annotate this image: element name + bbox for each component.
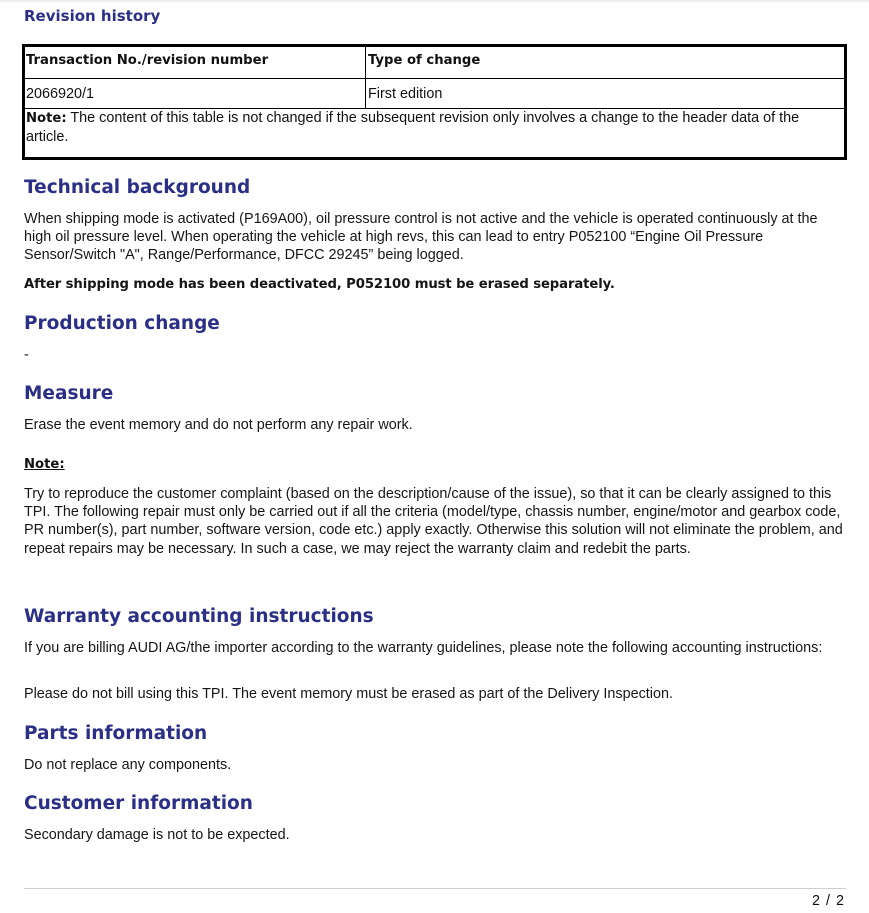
technical-background-text: When shipping mode is activated (P169A00), oil pressure control is not active and the vehicle is operated continuously at the high oil pressure level. When operating the vehicle at high revs, this can lead to entry P052100 “Engine Oil Pressure Sensor/Switch "A", Range/Performance, DFCC 29245” being logged. [24, 211, 818, 264]
warranty-title: Warranty accounting instructions [24, 606, 374, 627]
header-transaction-no: Transaction No./revision number [26, 53, 269, 68]
cell-revision-number: 2066920/1 [26, 86, 95, 102]
customer-information-text: Secondary damage is not to be expected. [24, 827, 290, 843]
measure-title: Measure [24, 383, 114, 404]
production-change-title: Production change [24, 313, 220, 334]
measure-text: Erase the event memory and do not perform any repair work. [24, 417, 413, 433]
footer-divider [24, 888, 846, 889]
header-type-of-change: Type of change [368, 53, 481, 68]
revision-table-header-row [25, 47, 844, 79]
parts-information-title: Parts information [24, 723, 208, 744]
technical-background-bold-text: After shipping mode has been deactivated, P052100 must be erased separately. [24, 277, 615, 292]
production-change-text: - [24, 347, 29, 363]
measure-note-text: Try to reproduce the customer complaint (based on the description/cause of the issue), so that it can be clearly assigned to this TPI. The following repair must only be carried out if all the criteria (model/type, chassis number, engine/motor and gearbox code, PR number(s), part number, software version, code etc.) apply exactly. Otherwise this solution will not eliminate the problem, and repeat repairs may be necessary. In such a case, we may reject the warranty claim and redebit the parts. [24, 486, 843, 557]
cell-type-of-change: First edition [368, 86, 443, 102]
page-top-edge [0, 0, 869, 3]
parts-information-text: Do not replace any components. [24, 757, 232, 773]
measure-note-label: Note: [24, 457, 65, 472]
warranty-text-2: Please do not bill using this TPI. The event memory must be erased as part of the Delivery Inspection. [24, 686, 673, 702]
technical-background-title: Technical background [24, 177, 251, 198]
customer-information-title: Customer information [24, 793, 253, 814]
revision-note-label: Note: [26, 111, 67, 126]
revision-table [22, 44, 847, 160]
revision-table-row [25, 79, 844, 109]
revision-history-title: Revision history [24, 7, 161, 25]
warranty-text-1: If you are billing AUDI AG/the importer according to the warranty guidelines, please note the following accounting instructions: [24, 640, 823, 656]
revision-table-note [26, 109, 842, 147]
revision-note-text: The content of this table is not changed if the subsequent revision only involves a change to the header data of the article. [26, 110, 800, 146]
table-column-divider [365, 47, 366, 109]
page-number: 2 / 2 [811, 893, 845, 909]
